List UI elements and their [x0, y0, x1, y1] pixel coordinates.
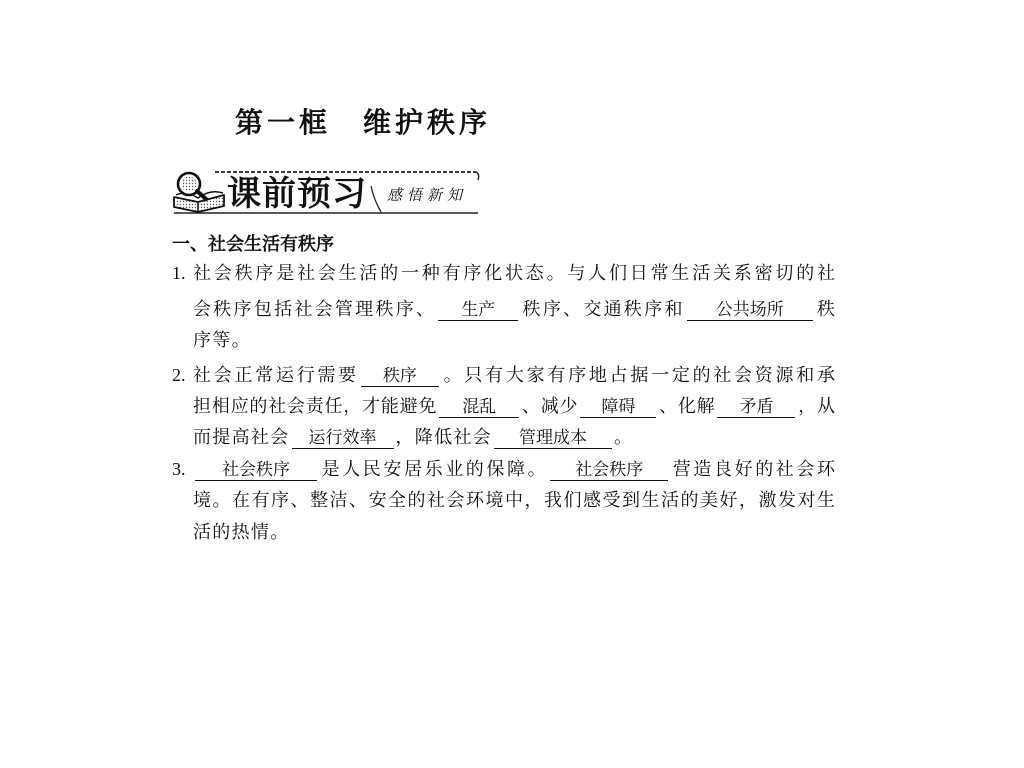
- item-2-line-1: [193, 359, 835, 391]
- item-text: 会秩序包括社会管理秩序、: [193, 299, 437, 319]
- item-text: 。: [614, 427, 634, 447]
- answer-blank: 生产: [438, 299, 518, 321]
- answer-blank: 矛盾: [717, 396, 795, 418]
- item-text: 而提高社会: [193, 427, 290, 447]
- item-text: 活的热情。: [193, 522, 290, 542]
- item-text: 是人民安居乐业的保障。: [319, 459, 549, 479]
- item-text: 社会正常运行需要: [193, 365, 359, 385]
- item-text: 秩: [814, 299, 836, 319]
- item-text: 、减少: [521, 396, 579, 416]
- answer-blank: 运行效率: [292, 427, 394, 449]
- item-3-line-2: [193, 484, 835, 516]
- answer-blank: 秩序: [361, 365, 439, 387]
- item-text: 营造良好的社会环: [670, 459, 836, 479]
- answer-blank: 障碍: [580, 396, 656, 418]
- answer-blank: 管理成本: [494, 427, 612, 449]
- item-3-line-1: [193, 453, 835, 485]
- item-text: ，降低社会: [395, 427, 492, 447]
- item-number: 3.: [172, 459, 186, 479]
- item-1-line-2: [193, 293, 835, 325]
- item-1-line-3: [193, 324, 835, 356]
- page-title: 第一框 维护秩序: [235, 108, 492, 139]
- item-text: 担相应的社会责任，才能避免: [193, 396, 438, 416]
- item-number: 2.: [172, 365, 186, 385]
- item-2-line-2: [193, 390, 835, 422]
- book-magnifier-icon: [170, 170, 228, 214]
- answer-blank: 社会秩序: [195, 459, 317, 481]
- item-3-line-3: [193, 516, 835, 548]
- item-text: 境。在有序、整洁、安全的社会环境中，我们感受到生活的美好，激发对生: [193, 490, 835, 510]
- answer-blank: 社会秩序: [550, 459, 668, 481]
- banner-tag: 感悟新知: [387, 188, 468, 204]
- item-text: 、化解: [658, 396, 716, 416]
- item-text: 序等。: [193, 330, 251, 350]
- item-text: 社会秩序是社会生活的一种有序化状态。与人们日常生活关系密切的社: [193, 263, 835, 283]
- item-text: ，从: [797, 396, 836, 416]
- section-heading: 一、社会生活有秩序: [172, 234, 334, 254]
- banner-label: 课前预习: [227, 175, 367, 213]
- item-text: 。只有大家有序地占据一定的社会资源和承: [440, 365, 836, 385]
- answer-blank: 混乱: [439, 396, 519, 418]
- answer-blank: 公共场所: [687, 299, 813, 321]
- item-1-line-1: [193, 257, 835, 289]
- item-2-line-3: [193, 421, 835, 453]
- item-text: 秩序、交通秩序和: [520, 299, 685, 319]
- item-number: 1.: [172, 263, 186, 283]
